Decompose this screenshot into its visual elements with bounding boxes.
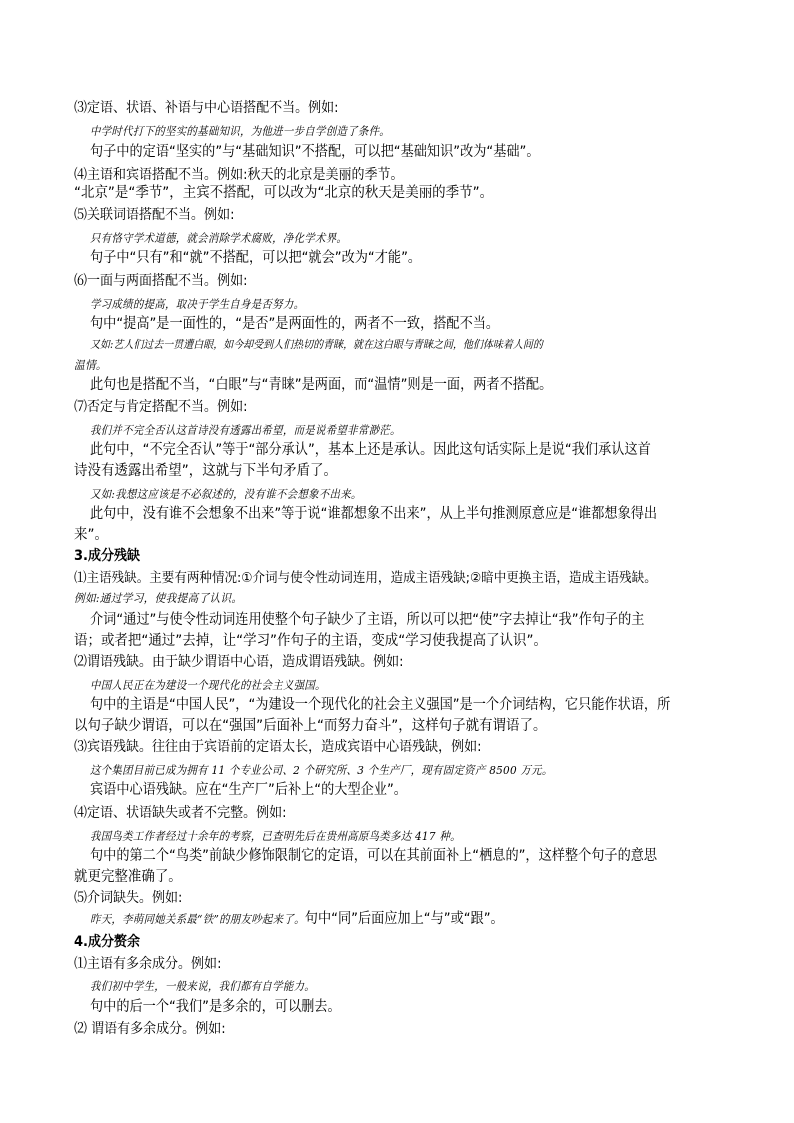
item-1-heading: ⑴主语有多余成分。例如:: [74, 956, 222, 972]
item-5-heading: ⑸关联词语搭配不当。例如:: [74, 207, 235, 223]
explanation: 此句中，没有谁不会想象不出来”等于说“谁都想象不出来”，从上半句推测原意应是“谁都想象得出: [90, 506, 658, 522]
item-4-heading: ⑷主语和宾语搭配不当。例如:秋天的北京是美丽的季节。: [74, 167, 404, 183]
example-sentence: 又如:我想这应该是不必叙述的，没有谁不会想象不出来。: [90, 487, 362, 501]
section-4-title: 4.成分赘余: [74, 934, 141, 950]
example-sentence: 我们并不完全否认这首诗没有透露出希望，而是说希望非常渺茫。: [90, 423, 401, 437]
explanation: 此句也是搭配不当，“白眼”与“青睐”是两面，而“温情”则是一面，两者不搭配。: [90, 377, 553, 393]
explanation: 句中的主语是“中国人民”，“为建设一个现代化的社会主义强国”是一个介词结构，它只能作状语，所: [90, 697, 671, 713]
example-sentence: 学习成绩的提高，取决于学生自身是否努力。: [90, 297, 305, 311]
explanation: 句子中的定语“坚实的”与“基础知识”不搭配，可以把“基础知识”改为“基础”。: [90, 144, 540, 160]
example-sentence-cont: 温情。: [74, 358, 107, 372]
item-1-heading: ⑴主语残缺。主要有两种情况:①介词与使令性动词连用，造成主语残缺;②暗中更换主语，造成主语残缺。: [74, 570, 657, 586]
explanation-cont: 以句子缺少谓语，可以在“强国”后面补上“而努力奋斗”，这样句子就有谓语了。: [74, 718, 547, 734]
item-5-heading: ⑸介词缺失。例如:: [74, 890, 183, 906]
item-3-heading: ⑶宾语残缺。往往由于宾语前的定语太长，造成宾语中心语残缺，例如:: [74, 739, 482, 755]
section-3-title: 3.成分残缺: [74, 548, 141, 564]
example-with-explanation: [90, 910, 780, 928]
example-sentence: 我国鸟类工作者经过十余年的考察，已查明先后在贵州高原鸟类多达 417 种。: [90, 829, 461, 843]
explanation: 句中的第二个“鸟类”前缺少修饰限制它的定语，可以在其前面补上“栖息的”，这样整个句子的意思: [90, 848, 658, 864]
explanation: 宾语中心语残缺。应在“生产厂”后补上“的大型企业”。: [90, 782, 407, 798]
explanation-cont: 语；或者把“通过”去掉，让“学习”作句子的主语，变成“学习使我提高了认识”。: [74, 633, 547, 649]
example-sentence: 昨天，李萌同她关系最“铁”的朋友吵起来了。: [90, 912, 305, 926]
explanation: 句中的后一个“我们”是多余的，可以删去。: [90, 999, 341, 1015]
explanation-cont: 诗没有透露出希望”，这就与下半句矛盾了。: [74, 463, 337, 479]
item-6-heading: ⑹一面与两面搭配不当。例如:: [74, 273, 248, 289]
explanation: “北京”是“季节”，主宾不搭配，可以改为“北京的秋天是美丽的季节”。: [74, 185, 494, 201]
item-7-heading: ⑺否定与肯定搭配不当。例如:: [74, 399, 248, 415]
explanation: 句子中“只有”和“就”不搭配，可以把“就会”改为“才能”。: [90, 250, 422, 266]
example-sentence: 我们初中学生，一般来说，我们都有自学能力。: [90, 979, 316, 993]
item-4-heading: ⑷定语、状语缺失或者不完整。例如:: [74, 805, 287, 821]
explanation-cont: 来”。: [74, 527, 108, 543]
example-sentence: 这个集团目前已成为拥有 11 个专业公司、2 个研究所、3 个生产厂，现有固定资产 8500 万元。: [90, 763, 553, 777]
explanation: 介词“通过”与使令性动词连用使整个句子缺少了主语，所以可以把“使”字去掉让“我”作句子的主: [90, 612, 645, 628]
example-sentence: 中学时代打下的坚实的基础知识，为他进一步自学创造了条件。: [90, 124, 391, 138]
item-3-heading: ⑶定语、状语、补语与中心语搭配不当。例如:: [74, 100, 339, 116]
explanation: 句中“同”后面应加上“与”或“跟”。: [304, 911, 504, 927]
example-sentence: 又如:艺人们过去一贯遭白眼，如今却受到人们热切的青睐，就在这白眼与青睐之间，他们体味着人间的: [90, 338, 543, 351]
explanation: 句中“提高”是一面性的，“是否”是两面性的，两者不一致，搭配不当。: [90, 316, 500, 332]
explanation-cont: 就更完整准确了。: [74, 869, 182, 885]
example-sentence: 只有恪守学术道德，就会消除学术腐败，净化学术界。: [90, 231, 348, 245]
item-2-heading: ⑵谓语残缺。由于缺少谓语中心语，造成谓语残缺。例如:: [74, 654, 404, 670]
example-sentence: 中国人民正在为建设一个现代化的社会主义强国。: [90, 678, 326, 692]
example-sentence: 例如:通过学习，使我提高了认识。: [74, 591, 243, 605]
explanation: 此句中，“不完全否认”等于“部分承认”，基本上还是承认。因此这句话实际上是说“我们承认这首: [90, 442, 651, 458]
item-2-heading: ⑵ 谓语有多余成分。例如:: [74, 1021, 226, 1037]
